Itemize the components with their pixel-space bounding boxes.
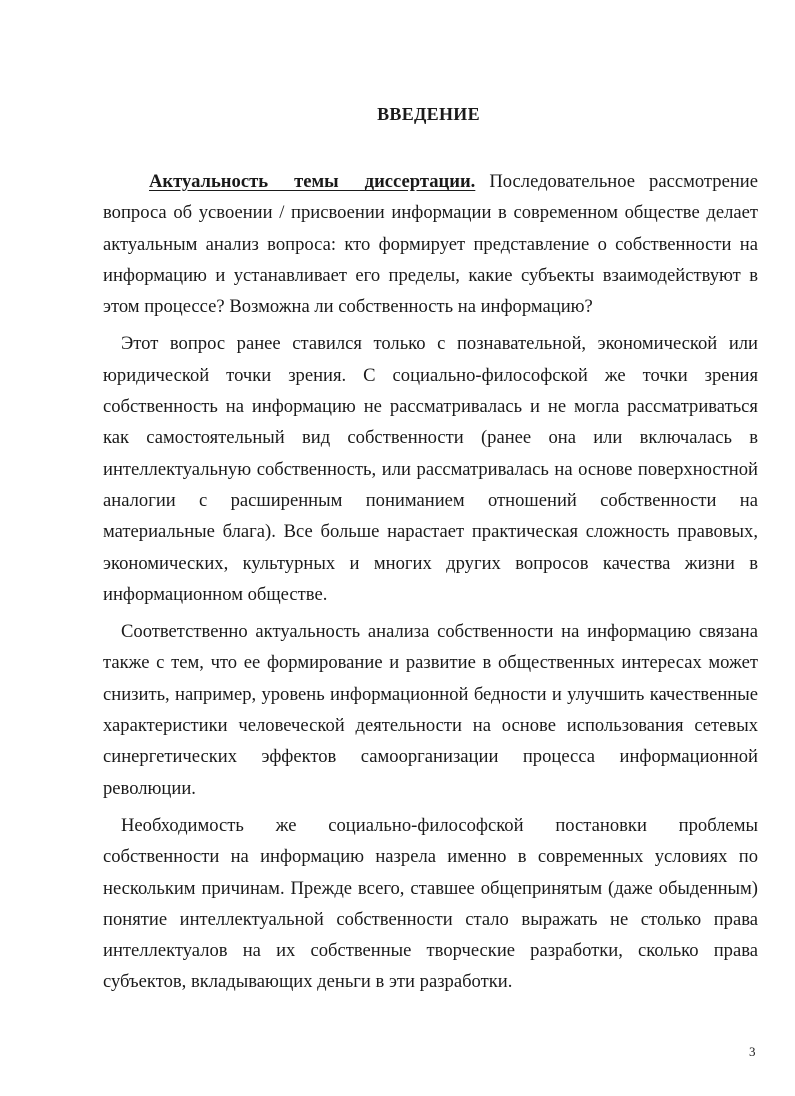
paragraph-4: Необходимость же социально-философской постановки проблемы собственности на информацию назрела именно в современных условиях по нескольким причинам. Прежде всего, ставшее общепринятым (даже обыденным) понятие интеллектуальной собственности стало выражать не столько права интеллектуалов на их собственные творческие разработки, сколько права субъектов, вкладывающих деньги в эти разработки. [103,814,758,993]
paragraph-3: Соответственно актуальность анализа собственности на информацию связана также с тем, что ее формирование и развитие в общественных интересах может снизить, например, уровень информационной бедности и улучшить качественные характеристики человеческой деятельности на основе использования сетевых синергетических эффектов самоорганизации процесса информационной революции. [103,621,758,799]
body-text [103,166,758,1004]
page-number: 3 [749,1044,756,1059]
paragraph-1 [103,166,758,322]
lead-heading: Актуальность темы диссертации. [149,171,476,192]
paragraph-2: Этот вопрос ранее ставился только с познавательной, экономической или юридической точки зрения. С социально-философской же точки зрения собственность на информацию не рассматривалась и не могла рассматриваться как самостоятельный вид собственности (ранее она или включалась в интеллектуальную собственность, или рассматривалась на основе поверхностной аналогии с расширенным пониманием отношений собственности на материальные блага). Все больше нарастает практическая сложность правовых, экономических, культурных и многих других вопросов качества жизни в информационном обществе. [103,333,758,605]
page-title: ВВЕДЕНИЕ [377,104,480,124]
paragraph-1-text: Последовательное рассмотрение вопроса об усвоении / присвоении информации в современном обществе делает актуальным анализ вопроса: кто формирует представление о собственности на информацию и устанавливает его пределы, какие субъекты взаимодействуют в этом процессе? Возможна ли собственность на информацию? [103,171,758,318]
